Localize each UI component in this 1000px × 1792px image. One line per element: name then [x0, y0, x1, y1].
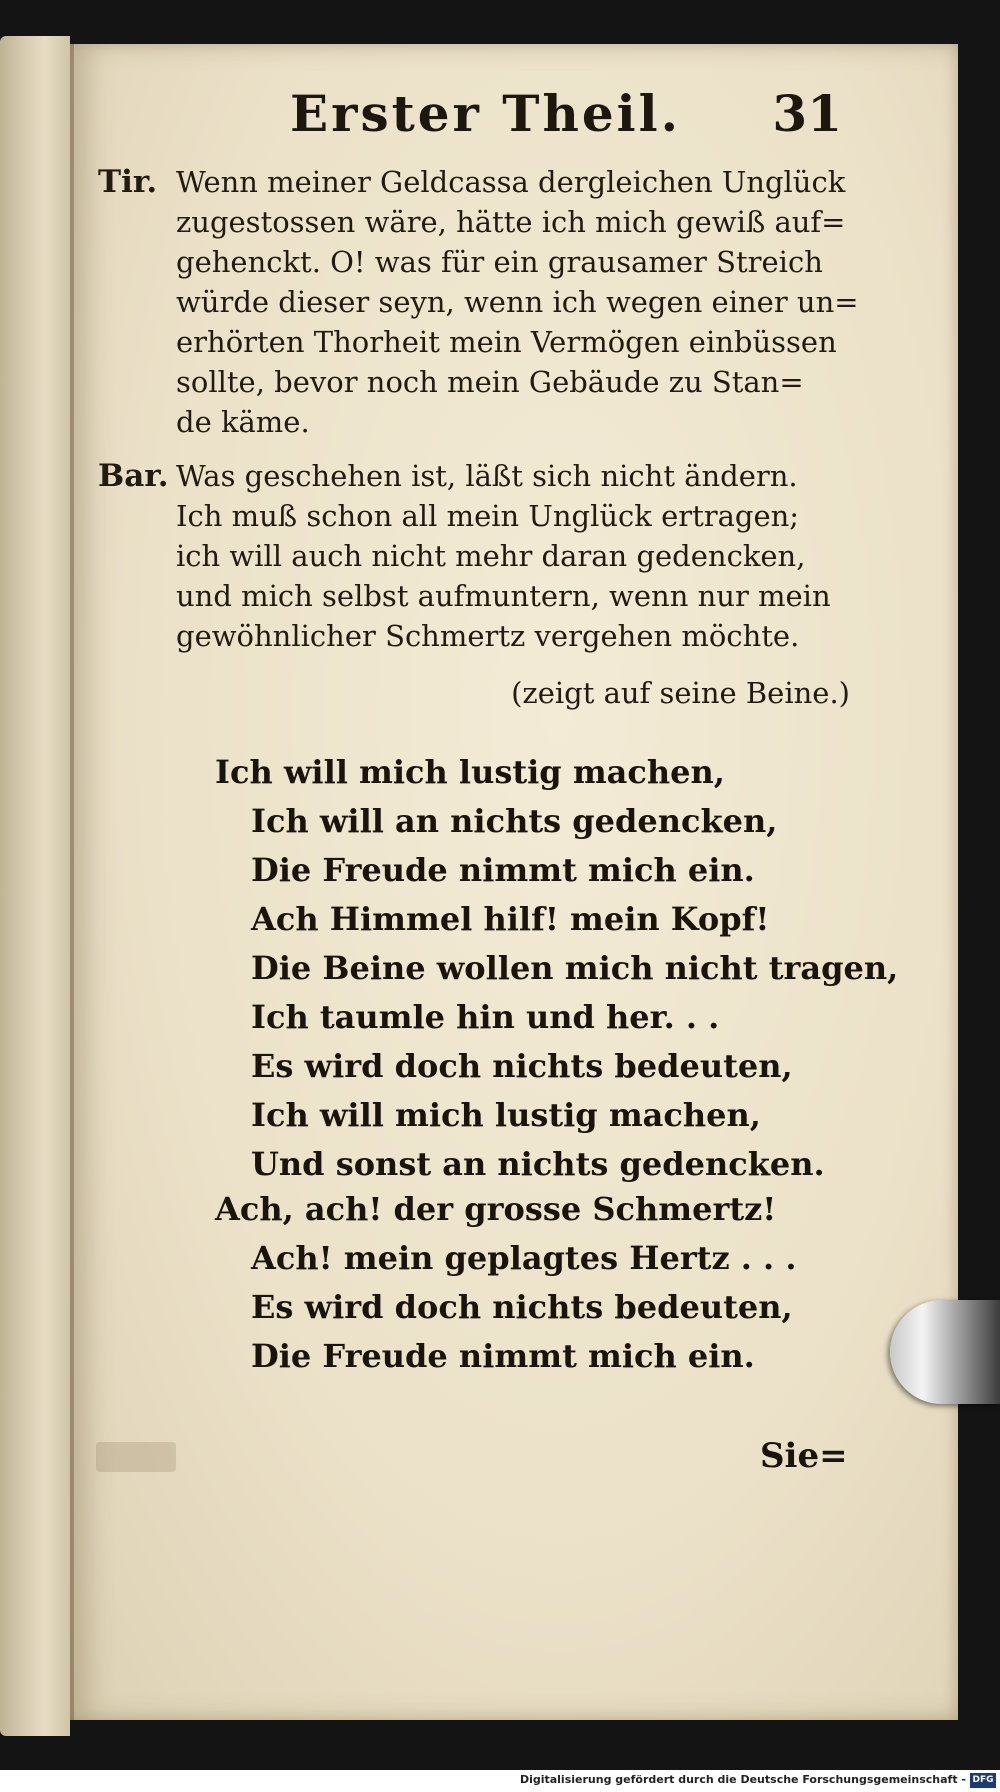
speech-line: Wenn meiner Geldcassa dergleichen Unglück	[176, 165, 846, 199]
speech-line: sollte, bevor noch mein Gebäude zu Stan=	[176, 365, 804, 399]
verse-line: Die Freude nimmt mich ein.	[251, 1337, 755, 1375]
verse-stanza-2	[215, 1185, 875, 1381]
verse-line: Ich will an nichts gedencken,	[251, 802, 778, 840]
speaker-label: Tir.	[98, 164, 158, 200]
verse-line: Ich taumle hin und her. . .	[251, 998, 720, 1036]
verse-line: Ich will mich lustig machen,	[215, 753, 725, 791]
verse-line: Ich will mich lustig machen,	[251, 1096, 761, 1134]
catchword: Sie=	[760, 1436, 848, 1476]
page-number: 31	[772, 84, 842, 143]
page-header	[290, 84, 850, 154]
speech-line: und mich selbst aufmuntern, wenn nur mein	[176, 579, 831, 613]
metal-page-clip	[890, 1300, 1000, 1404]
speech-line: würde dieser seyn, wenn ich wegen einer un=	[176, 285, 859, 319]
verse-stanza-1	[215, 748, 899, 1189]
speech-line: zugestossen wäre, hätte ich mich gewiß auf=	[176, 205, 846, 239]
verse-line: Die Beine wollen mich nicht tragen,	[251, 949, 899, 987]
verse-line: Es wird doch nichts bedeuten,	[251, 1047, 793, 1085]
speaker-label: Bar.	[98, 458, 169, 494]
speech-line: Ich muß schon all mein Unglück ertragen;	[176, 499, 800, 533]
speech-line: gewöhnlicher Schmertz vergehen möchte.	[176, 619, 800, 653]
speech-line: ich will auch nicht mehr daran gedencken,	[176, 539, 806, 573]
verse-line: Und sonst an nichts gedencken.	[251, 1145, 825, 1183]
verse-line: Ach, ach! der grosse Schmertz!	[215, 1190, 777, 1228]
verse-line: Ach! mein geplagtes Hertz . . .	[251, 1239, 797, 1277]
speech-line: gehenckt. O! was für ein grausamer Streich	[176, 245, 823, 279]
stage-direction: (zeigt auf seine Beine.)	[511, 676, 850, 710]
speech-bar	[98, 456, 858, 656]
dfg-logo-icon: DFG	[970, 1773, 996, 1788]
speech-line: Was geschehen ist, läßt sich nicht ändern.	[176, 459, 798, 493]
page-fold	[70, 44, 74, 1720]
verse-line: Die Freude nimmt mich ein.	[251, 851, 755, 889]
speech-tir	[98, 162, 858, 442]
paper-stain	[96, 1442, 176, 1472]
verse-line: Ach Himmel hilf! mein Kopf!	[251, 900, 770, 938]
speech-line: de käme.	[176, 405, 310, 439]
verse-line: Es wird doch nichts bedeuten,	[251, 1288, 793, 1326]
footer-credit: Digitalisierung gefördert durch die Deutsche Forschungsgemeinschaft -	[519, 1773, 966, 1786]
speech-line: erhörten Thorheit mein Vermögen einbüssen	[176, 325, 837, 359]
running-head: Erster Theil.	[290, 84, 682, 143]
book-spine	[0, 36, 70, 1736]
digitization-footer	[0, 1770, 1000, 1792]
